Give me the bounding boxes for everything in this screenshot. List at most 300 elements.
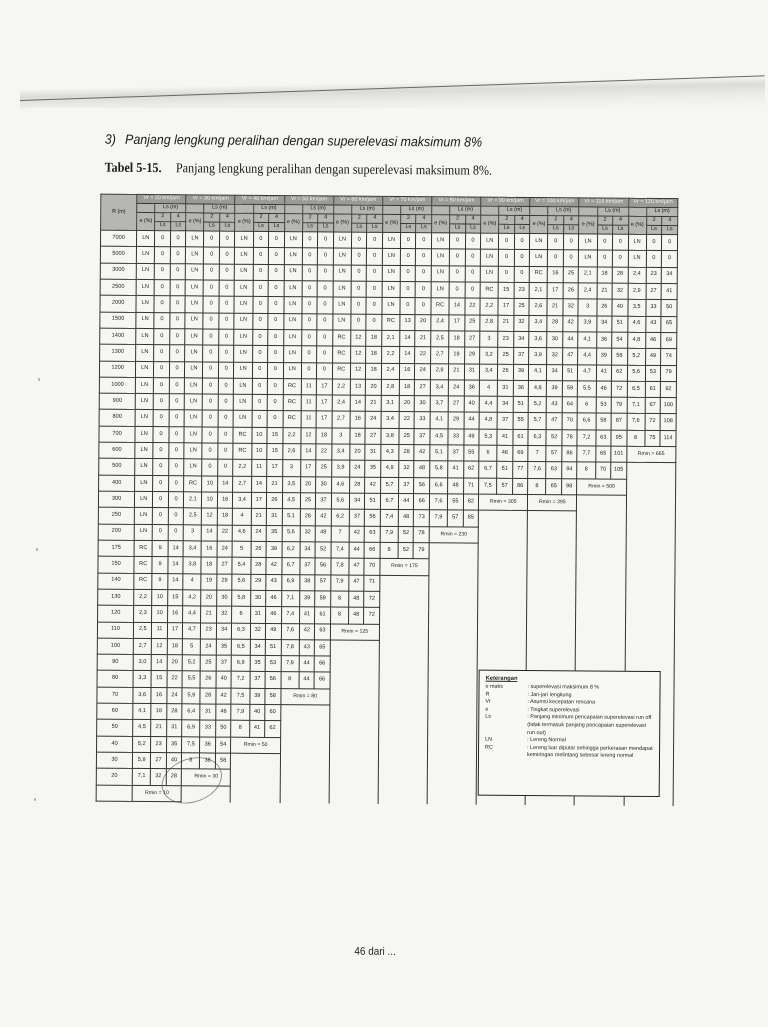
legend-value: : superelevasi maksimum 8 %: [527, 684, 600, 691]
table-cell: 0: [367, 232, 383, 248]
radius-cell: 700: [99, 426, 135, 443]
table-cell: 3,4: [183, 541, 201, 557]
table-cell: 48: [348, 591, 364, 607]
table-cell: 0: [351, 265, 367, 281]
table-cell: LN: [136, 296, 154, 312]
table-cell: 63: [315, 623, 331, 639]
table-cell: 5,2: [627, 348, 645, 364]
table-cell: 35: [266, 525, 282, 541]
table-cell: 40: [166, 753, 182, 769]
table-cell: 14: [400, 347, 416, 363]
table-cell: 0: [219, 329, 235, 345]
table-cell: 3,6: [529, 331, 547, 347]
table-cell: 54: [612, 332, 628, 348]
table-cell: 65: [595, 446, 611, 462]
table-cell: 2,1: [579, 267, 597, 283]
table-cell: RC: [332, 330, 350, 346]
empty-cell: [280, 705, 329, 722]
column-header-4-lanes: 4: [416, 215, 432, 224]
table-cell: 5,2: [529, 397, 547, 413]
table-cell: RC: [382, 314, 400, 330]
column-header-4-lanes: 4: [613, 216, 629, 225]
legend-key: e: [485, 706, 489, 713]
table-cell: 25: [300, 493, 316, 509]
table-cell: 51: [265, 639, 281, 655]
table-cell: 0: [203, 296, 219, 312]
table-cell: 71: [463, 478, 479, 494]
table-cell: 0: [204, 247, 220, 263]
table-cell: RC: [134, 540, 152, 556]
table-cell: 38: [200, 753, 216, 769]
table-cell: 8: [380, 542, 398, 558]
table-cell: 0: [253, 264, 269, 280]
table-cell: 0: [450, 233, 466, 249]
column-header-ls: Ls (m): [253, 204, 284, 213]
table-cell: 33: [448, 429, 464, 445]
table-cell: 0: [366, 314, 382, 330]
table-cell: LN: [382, 232, 400, 248]
table-cell: 0: [169, 426, 185, 442]
empty-cell: [379, 624, 428, 641]
table-cell: 46: [645, 332, 661, 348]
table-cell: 3,8: [381, 428, 399, 444]
table-cell: 79: [661, 365, 677, 381]
radius-cell: 70: [97, 687, 133, 704]
empty-cell: [428, 673, 477, 690]
table-cell: 0: [169, 377, 185, 393]
table-cell: 0: [154, 377, 170, 393]
table-cell: 0: [203, 378, 219, 394]
table-cell: 56: [365, 510, 381, 526]
table-cell: 5: [233, 541, 251, 557]
table-cell: 0: [548, 250, 564, 266]
radius-cell: 2500: [100, 279, 136, 296]
table-cell: 98: [561, 478, 577, 494]
table-cell: 22: [415, 347, 431, 363]
empty-cell: [625, 626, 675, 643]
table-cell: 21: [267, 476, 283, 492]
table-cell: 0: [153, 426, 169, 442]
table-cell: 0: [170, 247, 186, 263]
table-cell: 0: [169, 410, 185, 426]
table-cell: LN: [186, 263, 204, 279]
legend-key: R: [485, 691, 490, 698]
table-cell: 18: [201, 557, 217, 573]
table-cell: 17: [251, 492, 267, 508]
table-cell: 7,2: [231, 672, 249, 688]
table-cell: 19: [449, 347, 465, 363]
table-cell: LN: [333, 265, 351, 281]
table-cell: 17: [316, 411, 332, 427]
column-header-e: e (%): [186, 213, 204, 231]
table-cell: 0: [268, 346, 284, 362]
table-cell: 52: [398, 526, 414, 542]
table-cell: LN: [234, 345, 252, 361]
table-cell: 5,3: [479, 429, 497, 445]
table-cell: 37: [250, 672, 266, 688]
table-cell: 21: [547, 299, 563, 315]
table-cell: 5,9: [182, 688, 200, 704]
empty-cell: [625, 609, 675, 626]
radius-cell: 300: [98, 491, 134, 508]
empty-cell: [576, 625, 625, 642]
table-cell: 24: [350, 460, 366, 476]
empty-cell: [378, 738, 427, 755]
table-cell: 32: [300, 525, 316, 541]
empty-cell: [478, 559, 527, 576]
table-cell: 24: [415, 363, 431, 379]
table-cell: 3,3: [133, 671, 151, 687]
table-cell: 71: [364, 575, 380, 591]
table-cell: 24: [167, 687, 183, 703]
column-header-ls-short: Ls: [367, 223, 383, 232]
rmin-cell: Rmin = 125: [330, 623, 379, 640]
table-cell: 27: [217, 557, 233, 573]
table-cell: 30: [217, 590, 233, 606]
table-cell: RC: [332, 346, 350, 362]
table-cell: 3,2: [480, 347, 498, 363]
table-cell: 2,6: [282, 444, 300, 460]
table-cell: RC: [233, 443, 251, 459]
table-cell: 50: [216, 720, 232, 736]
rmin-cell: Rmin = 50: [231, 737, 280, 754]
table-cell: 28: [399, 445, 415, 461]
table-cell: 44: [398, 493, 414, 509]
table-cell: 16: [201, 541, 217, 557]
table-cell: 0: [169, 443, 185, 459]
empty-cell: [527, 625, 576, 642]
empty-cell: [329, 754, 378, 771]
table-cell: 22: [217, 525, 233, 541]
table-cell: 8: [330, 607, 348, 623]
radius-cell: 5000: [100, 246, 136, 263]
table-cell: 4,1: [578, 332, 596, 348]
table-cell: 3,4: [381, 412, 399, 428]
table-cell: 108: [660, 414, 676, 430]
table-cell: 13: [350, 379, 366, 395]
radius-cell: 110: [97, 622, 133, 639]
table-cell: 15: [267, 427, 283, 443]
table-cell: 4,4: [183, 606, 201, 622]
table-cell: 26: [597, 299, 613, 315]
table-cell: 36: [464, 380, 480, 396]
table-cell: 0: [514, 266, 530, 282]
table-cell: 66: [314, 672, 330, 688]
table-cell: 72: [645, 414, 661, 430]
table-cell: 7,9: [331, 575, 349, 591]
column-header-ls-short: Ls: [646, 225, 662, 234]
table-cell: 51: [513, 397, 529, 413]
table-cell: 0: [155, 263, 171, 279]
empty-cell: [625, 642, 675, 659]
table-cell: 0: [317, 297, 333, 313]
table-cell: 8: [182, 753, 200, 769]
table-cell: 34: [300, 542, 316, 558]
table-cell: 2,4: [381, 363, 399, 379]
table-cell: 25: [514, 299, 530, 315]
table-cell: 7,6: [281, 623, 299, 639]
radius-cell: 200: [98, 524, 134, 541]
table-cell: 0: [219, 280, 235, 296]
table-cell: 4,9: [381, 461, 399, 477]
radius-cell: 250: [98, 507, 134, 524]
section-title: Panjang lengkung peralihan dengan superelevasi maksimum 8%: [125, 131, 483, 150]
table-cell: 0: [400, 298, 416, 314]
empty-cell: [478, 527, 527, 544]
table-cell: 10: [251, 443, 267, 459]
table-cell: LN: [136, 345, 154, 361]
table-cell: 0: [366, 297, 382, 313]
table-cell: 21: [597, 283, 613, 299]
table-cell: 0: [367, 249, 383, 265]
table-cell: RC: [233, 427, 251, 443]
table-cell: LN: [234, 411, 252, 427]
table-cell: 32: [151, 769, 167, 785]
table-cell: 50: [661, 300, 677, 316]
empty-cell: [625, 577, 675, 594]
table-cell: 23: [646, 267, 662, 283]
table-cell: 0: [302, 248, 318, 264]
table-cell: LN: [382, 265, 400, 281]
radius-cell: 60: [97, 703, 133, 720]
column-header-4-lanes: 4: [220, 213, 236, 222]
table-cell: 14: [168, 557, 184, 573]
table-cell: LN: [333, 281, 351, 297]
table-cell: 4,2: [183, 590, 201, 606]
table-cell: LN: [134, 524, 152, 540]
table-cell: 21: [415, 330, 431, 346]
table-cell: 16: [167, 606, 183, 622]
table-cell: 7,4: [331, 542, 349, 558]
empty-cell: [626, 479, 676, 496]
table-cell: 2,2: [283, 427, 301, 443]
table-cell: 77: [512, 462, 528, 478]
table-cell: 57: [497, 478, 513, 494]
table-cell: LN: [185, 329, 203, 345]
table-cell: LN: [382, 298, 400, 314]
empty-cell: [429, 543, 478, 560]
table-cell: LN: [135, 442, 153, 458]
column-header-ls-short: Ls: [204, 222, 220, 231]
table-cell: 51: [562, 364, 578, 380]
table-cell: LN: [333, 297, 351, 313]
table-cell: 3,9: [578, 315, 596, 331]
table-cell: 27: [464, 331, 480, 347]
table-cell: 59: [315, 591, 331, 607]
legend-title: Keterangan: [485, 675, 518, 682]
header-spacer: [235, 204, 253, 213]
radius-cell: 30: [96, 752, 132, 769]
table-cell: 4: [233, 509, 251, 525]
table-cell: 49: [265, 623, 281, 639]
table-cell: 0: [351, 297, 367, 313]
table-cell: LN: [432, 233, 450, 249]
column-header-ls-short: Ls: [416, 224, 432, 233]
table-cell: 36: [596, 332, 612, 348]
table-cell: 32: [612, 283, 628, 299]
empty-cell: [576, 609, 625, 626]
table-cell: 8: [330, 591, 348, 607]
table-cell: 0: [203, 345, 219, 361]
table-cell: 42: [216, 688, 232, 704]
table-cell: 65: [661, 316, 677, 332]
table-cell: 5,6: [282, 525, 300, 541]
table-cell: 17: [300, 460, 316, 476]
rmin-cell: Rmin = 665: [626, 446, 676, 463]
table-cell: LN: [135, 394, 153, 410]
table-cell: 0: [514, 250, 530, 266]
rmin-cell: Rmin = 175: [380, 559, 429, 576]
table-cell: LN: [333, 314, 351, 330]
table-cell: LN: [530, 234, 548, 250]
table-cell: 0: [252, 313, 268, 329]
empty-cell: [477, 641, 526, 658]
table-cell: LN: [234, 362, 252, 378]
column-header-4-lanes: 4: [564, 216, 580, 225]
table-cell: 86: [562, 446, 578, 462]
table-cell: 46: [266, 590, 282, 606]
table-cell: LN: [481, 249, 499, 265]
table-cell: 18: [217, 508, 233, 524]
radius-cell: 1000: [99, 377, 135, 394]
table-cell: LN: [234, 296, 252, 312]
table-cell: LN: [284, 264, 302, 280]
table-cell: 66: [314, 656, 330, 672]
table-cell: 6,6: [430, 477, 448, 493]
table-cell: 10: [202, 476, 218, 492]
table-cell: 0: [351, 232, 367, 248]
header-spacer: [284, 205, 302, 214]
table-cell: LN: [530, 250, 548, 266]
table-cell: 2,2: [233, 460, 251, 476]
table-cell: 12: [152, 638, 168, 654]
table-cell: 42: [365, 477, 381, 493]
table-cell: 16: [151, 687, 167, 703]
column-header-2-lanes: 2: [597, 216, 613, 225]
table-cell: 6,7: [479, 461, 497, 477]
table-cell: 28: [166, 769, 182, 785]
table-cell: 20: [399, 396, 415, 412]
table-cell: 73: [414, 510, 430, 526]
table-cell: 40: [249, 704, 265, 720]
table-cell: 14: [449, 298, 465, 314]
table-cell: 27: [448, 396, 464, 412]
table-cell: 69: [513, 445, 529, 461]
table-cell: 3,9: [331, 460, 349, 476]
table-cell: 53: [596, 397, 612, 413]
table-cell: 41: [596, 365, 612, 381]
column-header-ls: Ls (m): [401, 205, 432, 214]
table-cell: 63: [595, 430, 611, 446]
table-cell: 0: [301, 362, 317, 378]
table-cell: 72: [364, 591, 380, 607]
empty-cell: [380, 575, 429, 592]
table-cell: 66: [364, 542, 380, 558]
table-cell: 0: [203, 361, 219, 377]
empty-cell: [330, 689, 379, 706]
table-cell: 17: [316, 395, 332, 411]
table-cell: 16: [350, 412, 366, 428]
table-cell: 31: [464, 364, 480, 380]
table-cell: 6,9: [281, 574, 299, 590]
rmin-cell: Rmin = 230: [429, 526, 478, 543]
column-header-2-lanes: 2: [155, 213, 171, 222]
table-cell: 6,7: [282, 558, 300, 574]
table-cell: 70: [562, 413, 578, 429]
table-cell: 72: [364, 607, 380, 623]
table-cell: 22: [316, 444, 332, 460]
table-cell: 11: [301, 411, 317, 427]
empty-cell: [429, 592, 478, 609]
empty-cell: [280, 721, 329, 738]
column-header-speed: Vr = 80 km/jam: [432, 197, 481, 206]
table-cell: 20: [167, 655, 183, 671]
table-cell: 14: [202, 525, 218, 541]
empty-cell: [527, 527, 576, 544]
column-header-ls-short: Ls: [564, 225, 580, 234]
table-cell: 0: [253, 248, 269, 264]
table-cell: LN: [135, 426, 153, 442]
table-cell: 0: [416, 282, 432, 298]
table-cell: 23: [514, 282, 530, 298]
table-cell: 0: [218, 443, 234, 459]
table-cell: 28: [349, 477, 365, 493]
table-cell: 0: [416, 265, 432, 281]
table-cell: 58: [596, 413, 612, 429]
table-cell: 10: [202, 492, 218, 508]
table-cell: 14: [251, 476, 267, 492]
table-cell: 7,9: [231, 704, 249, 720]
table-cell: 3,0: [133, 655, 151, 671]
table-cell: 0: [252, 378, 268, 394]
table-cell: 21: [449, 363, 465, 379]
table-cell: 10: [252, 427, 268, 443]
table-cell: 0: [170, 312, 186, 328]
table-cell: 29: [464, 347, 480, 363]
table-cell: 42: [266, 558, 282, 574]
table-cell: 2,5: [184, 508, 202, 524]
radius-cell: 400: [99, 475, 135, 492]
legend-box: [478, 670, 661, 797]
empty-cell: [626, 544, 676, 561]
table-cell: 0: [400, 232, 416, 248]
table-cell: 0: [449, 266, 465, 282]
radius-cell: 120: [98, 605, 134, 622]
radius-cell: 150: [98, 556, 134, 573]
table-cell: 42: [299, 623, 315, 639]
table-cell: 39: [266, 541, 282, 557]
table-cell: 0: [597, 234, 613, 250]
column-header-ls: Ls (m): [155, 204, 186, 213]
column-header-e: e (%): [284, 214, 302, 232]
table-cell: 35: [166, 736, 182, 752]
column-header-speed: Vr = 30 km/jam: [186, 195, 235, 204]
table-cell: 30: [547, 332, 563, 348]
radius-cell: 1500: [100, 312, 136, 329]
radius-cell: 1300: [100, 344, 136, 361]
column-header-e: e (%): [137, 212, 155, 230]
column-header-ls-short: Ls: [548, 225, 564, 234]
table-cell: 61: [315, 607, 331, 623]
empty-cell: [576, 642, 625, 659]
table-cell: 26: [200, 671, 216, 687]
column-header-ls-short: Ls: [662, 226, 678, 235]
table-cell: 8: [231, 721, 249, 737]
table-cell: LN: [135, 410, 153, 426]
table-cell: 28: [200, 688, 216, 704]
table-cell: 47: [349, 575, 365, 591]
table-cell: 2,9: [430, 363, 448, 379]
